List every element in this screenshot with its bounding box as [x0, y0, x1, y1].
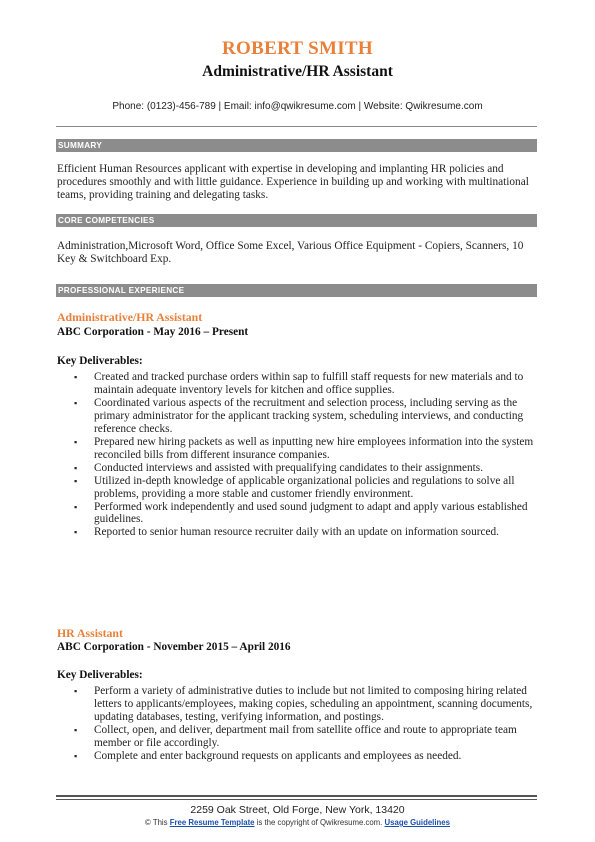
usage-guidelines-link[interactable]: Usage Guidelines: [384, 818, 450, 827]
section-experience-heading: PROFESSIONAL EXPERIENCE: [56, 284, 537, 297]
footer-divider-thin: [56, 799, 537, 800]
bullet-icon: ▪: [74, 372, 78, 382]
list-item: ▪ Performed work independently and used sound judgment to adapt and apply various established guidelines.: [74, 500, 528, 526]
list-item: ▪ Complete and enter background requests on applicants and employees as needed.: [74, 749, 462, 762]
job-2-bullet-list: [74, 685, 538, 763]
competencies-text: Administration,Microsoft Word, Office Some Excel, Various Office Equipment - Copiers, Scanners, 10 Key & Switchboard Exp.: [57, 240, 524, 265]
list-item: ▪ Reported to senior human resource recruiter daily with an update on information sourced.: [74, 526, 499, 539]
footer-copyright: © This Free Resume Template is the copyright of Qwikresume.com. Usage Guidelines: [145, 818, 450, 827]
list-item: ▪ Prepared new hiring packets as well as inputting new hire employees information into the system reconciled bills from different insurance companies.: [74, 435, 534, 461]
candidate-title: Administrative/HR Assistant: [202, 63, 393, 80]
list-item: ▪ Perform a variety of administrative duties to include but not limited to composing hiring related letters to applicants/employees, making copies, scheduling an appointment, scanning documents, updating databases, testing, verifying information, and postings.: [74, 685, 533, 723]
footer-divider: [56, 795, 537, 797]
candidate-name: ROBERT SMITH: [222, 38, 373, 59]
bullet-icon: ▪: [74, 724, 78, 735]
bullet-icon: ▪: [74, 501, 78, 512]
bullet-icon: ▪: [74, 462, 78, 473]
list-item: ▪ Coordinated various aspects of the recruitment and selection process, including serving as the primary administrator for the applicant tracking system, scheduling interviews, and conducting reference checks.: [74, 396, 524, 435]
bullet-icon: ▪: [74, 750, 78, 761]
contact-line: Phone: (0123)-456-789 | Email: info@qwikresume.com | Website: Qwikresume.com: [112, 101, 483, 112]
bullet-icon: ▪: [74, 436, 78, 447]
bullet-icon: ▪: [74, 527, 78, 538]
list-item: ▪ Utilized in-depth knowledge of applicable organizational policies and regulations to solve all problems, providing a more stable and customer friendly environment.: [74, 474, 515, 500]
job-1-deliverables-label: Key Deliverables:: [57, 355, 143, 367]
section-summary-heading: SUMMARY: [56, 139, 537, 152]
job-1-role: Administrative/HR Assistant: [57, 310, 203, 324]
bullet-icon: ▪: [74, 475, 78, 486]
job-1-bullet-list: [74, 371, 538, 539]
section-competencies-heading: CORE COMPETENCIES: [56, 214, 537, 227]
bullet-icon: ▪: [74, 686, 78, 696]
footer-address: 2259 Oak Street, Old Forge, New York, 13420: [190, 804, 405, 816]
summary-text: Efficient Human Resources applicant with expertise in developing and implanting HR policies and procedures smoothly and with little guidance. Experience in building up and working with multinational teams, providing training and delegating tasks.: [57, 163, 529, 201]
list-item: ▪ Collect, open, and deliver, department mail from satellite office and route to appropriate team member or file accordingly.: [74, 723, 517, 749]
job-1-company: ABC Corporation - May 2016 – Present: [57, 326, 249, 338]
job-2-role: HR Assistant: [57, 626, 123, 640]
bullet-icon: ▪: [74, 397, 78, 408]
job-2-deliverables-label: Key Deliverables:: [57, 669, 143, 681]
job-2-company: ABC Corporation - November 2015 – April 2016: [57, 641, 291, 653]
free-resume-template-link[interactable]: Free Resume Template: [169, 818, 255, 827]
list-item: ▪ Created and tracked purchase orders within sap to fulfill staff requests for new materials and to maintain adequate inventory levels for kitchen and office supplies.: [74, 371, 524, 396]
list-item: ▪ Conducted interviews and assisted with prequalifying candidates to their assignments.: [74, 461, 484, 474]
header-divider: [56, 126, 537, 127]
